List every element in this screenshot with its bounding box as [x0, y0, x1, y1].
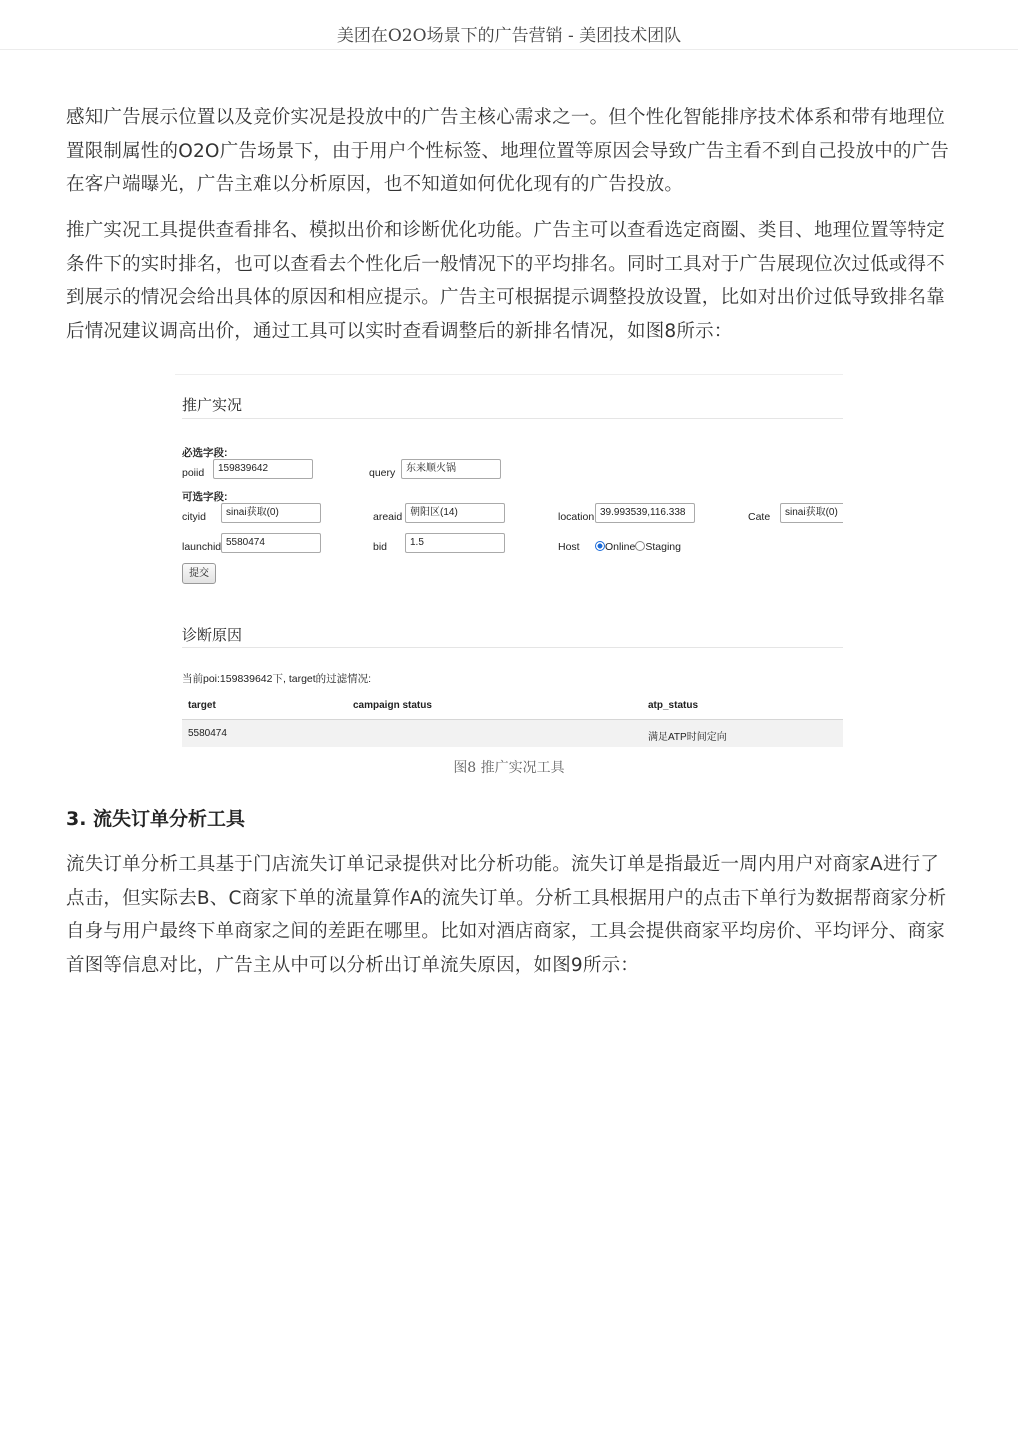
table-row [182, 720, 843, 747]
table-header-atp-status: atp_status [648, 700, 699, 711]
host-label: Host [558, 541, 580, 553]
diagnosis-title: 诊断原因 [182, 627, 243, 644]
query-label: query [369, 467, 396, 479]
host-radio-group [595, 541, 681, 553]
table-cell-target: 5580474 [188, 728, 227, 739]
diagnosis-divider [182, 647, 843, 648]
cityid-input[interactable]: sinai获取(0) [221, 503, 321, 523]
required-fields-label: 必选字段: [182, 447, 228, 459]
host-staging-label: Staging [645, 541, 681, 553]
table-header-target: target [188, 700, 216, 711]
figure-title-divider [182, 418, 843, 419]
cate-input[interactable]: sinai获取(0) [780, 503, 843, 523]
areaid-label: areaid [373, 511, 403, 523]
table-cell-atp-status: 满足ATP时间定向 [648, 732, 727, 743]
host-online-radio[interactable] [595, 541, 605, 551]
launchid-input[interactable]: 5580474 [221, 533, 321, 553]
page-header [0, 0, 1018, 50]
article-paragraph-2: 推广实况工具提供查看排名、模拟出价和诊断优化功能。广告主可以查看选定商圈、类目、地理位置等特定条件下的实时排名，也可以查看去个性化后一般情况下的平均排名。同时工具对于广告展现位次过低或得不到展示的情况会给出具体的原因和相应提示。广告主可根据提示调整投放设置，比如对出价过低导致排名靠后情况建议调高出价，通过工具可以实时查看调整后的新排名情况，如图8所示： [66, 220, 945, 342]
areaid-input[interactable]: 朝阳区(14) [405, 503, 505, 523]
host-online-label: Online [605, 541, 636, 553]
cityid-label: cityid [182, 511, 206, 523]
location-input[interactable]: 39.993539,116.338 [595, 503, 695, 523]
submit-button[interactable]: 提交 [182, 563, 216, 584]
article-paragraph-3: 流失订单分析工具基于门店流失订单记录提供对比分析功能。流失订单是指最近一周内用户对商家A进行了点击，但实际去B、C商家下单的流量算作A的流失订单。分析工具根据用户的点击下单行为数据帮商家分析自身与用户最终下单商家之间的差距在哪里。比如对酒店商家，工具会提供商家平均房价、平均评分、商家首图等信息对比，广告主从中可以分析出订单流失原因，如图9所示： [66, 854, 947, 976]
filter-note: 当前poi:159839642下, target的过滤情况: [182, 673, 372, 685]
poiid-input[interactable]: 159839642 [213, 459, 313, 479]
table-header-row [182, 693, 843, 719]
figure-panel-title: 推广实况 [182, 397, 243, 414]
bid-label: bid [373, 541, 388, 553]
launchid-label: launchid [182, 541, 222, 553]
optional-fields-label: 可选字段: [182, 491, 228, 503]
article-paragraph-1: 感知广告展示位置以及竞价实况是投放中的广告主核心需求之一。但个性化智能排序技术体系和带有地理位置限制属性的O2O广告场景下，由于用户个性标签、地理位置等原因会导致广告主看不到自己投放中的广告在客户端曝光，广告主难以分析原因，也不知道如何优化现有的广告投放。 [66, 107, 949, 195]
figure-promotion-tool-screenshot [175, 374, 843, 747]
table-header-campaign-status: campaign status [353, 700, 432, 711]
host-staging-radio[interactable] [635, 541, 645, 551]
query-input[interactable]: 东来顺火锅 [401, 459, 501, 479]
cate-label: Cate [748, 511, 771, 523]
location-label: location [558, 511, 595, 523]
page-header-title: 美团在O2O场景下的广告营销 - 美团技术团队 [336, 26, 682, 46]
section-heading: 3. 流失订单分析工具 [66, 808, 246, 830]
poiid-label: poiid [182, 467, 205, 479]
bid-input[interactable]: 1.5 [405, 533, 505, 553]
figure-caption: 图8 推广实况工具 [453, 760, 565, 776]
